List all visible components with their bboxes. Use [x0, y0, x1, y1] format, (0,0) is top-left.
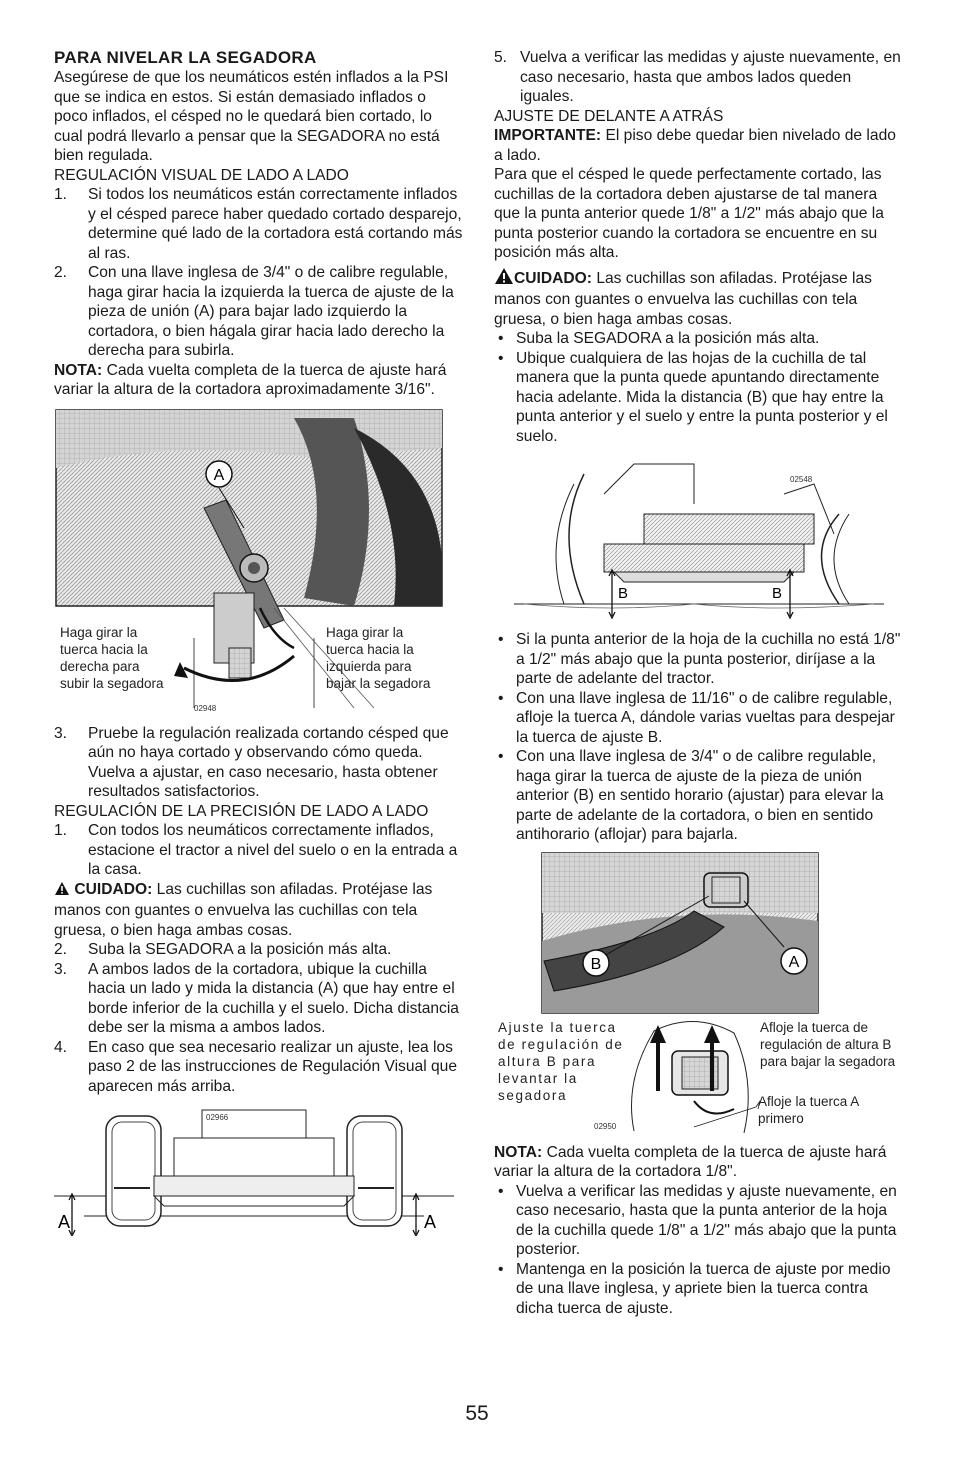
precision-steps-list [54, 940, 464, 1096]
figure-code: 02950 [594, 1121, 617, 1131]
bullets-measure [494, 329, 906, 446]
bullet-text: Si la punta anterior de la hoja de la cuchilla no está 1/8" a 1/2" más abajo que la punta posterior, diríjase a la parte de adelante del tractor. [516, 631, 901, 687]
bullet-text: Con una llave inglesa de 3/4" o de calibre regulable, haga girar la tuerca de ajuste de la pieza de unión anterior (B) en sentido horario (ajustar) para elevar la parte de adelante de la cortadora, o bien en sentido antihorario (aflojar) para bajarla. [516, 748, 884, 843]
list-item [54, 263, 464, 361]
step-text: Vuelva a verificar las medidas y ajuste nuevamente, en caso necesario, hasta que ambos lados queden iguales. [520, 49, 901, 105]
note-paragraph [494, 1143, 906, 1182]
figure-mower-front-view [54, 1106, 454, 1236]
bullet-dot-icon: • [498, 689, 504, 707]
important-text: El piso debe quedar bien nivelado de lado a lado. [494, 127, 896, 164]
figure-illustration [494, 454, 894, 624]
step-text: Pruebe la regulación realizada cortando césped que aún no haya cortado y observando cómo queda. Vuelva a ajustar, en caso necesario, hasta obtener resultados satisfactorios. [88, 724, 449, 800]
right-column [494, 48, 906, 1318]
figure-front-adjust-nut [494, 851, 906, 1137]
bullet-dot-icon: • [498, 1182, 504, 1200]
visual-steps-list [54, 185, 464, 361]
list-item [494, 747, 906, 845]
step-number: 4. [54, 1038, 68, 1056]
bullet-text: Con una llave inglesa de 11/16" o de calibre regulable, afloje la tuerca A, dándole varias vueltas para despejar la tuerca de ajuste B. [516, 689, 895, 746]
left-column [54, 48, 464, 1242]
page-number: 55 [465, 1402, 489, 1425]
list-item [494, 48, 906, 107]
callout-label-a: A [213, 466, 225, 484]
figure-blade-side-view [494, 454, 894, 624]
note-paragraph [54, 361, 464, 400]
note-label: NOTA: [54, 361, 103, 379]
heading-visual-adjust: REGULACIÓN VISUAL DE LADO A LADO [54, 166, 349, 184]
dimension-label-a-left: A [58, 1212, 71, 1232]
bullet-dot-icon: • [498, 1260, 504, 1278]
figure-code: 02966 [206, 1113, 229, 1122]
bullet-dot-icon: • [498, 330, 504, 347]
important-paragraph [494, 126, 906, 165]
bullet-text: Suba la SEGADORA a la posición más alta. [516, 330, 820, 347]
step3-list [54, 724, 464, 802]
list-item [494, 329, 906, 349]
bullets-final [494, 1182, 906, 1319]
heading-front-to-back: AJUSTE DE DELANTE A ATRÁS [494, 107, 724, 125]
step-text: En caso que sea necesario realizar un ajuste, lea los paso 2 de las instrucciones de Regulación Visual que aparecen más arriba. [88, 1038, 458, 1095]
caption-tighten-nut: Ajuste la tuerca de regulación de altura B para levantar la segadora [498, 1019, 624, 1103]
figure-code: 02548 [790, 475, 813, 484]
step-number: 2. [54, 264, 68, 281]
heading-precision-adjust: REGULACIÓN DE LA PRECISIÓN DE LADO A LADO [54, 802, 429, 820]
step-text: Si todos los neumáticos están correctamente inflados y el césped parece haber quedado cortado desparejo, determine qué lado de la cortadora está cortando más al ras. [88, 186, 463, 262]
caption-turn-right: Haga girar la tuerca hacia la derecha para subir la segadora [60, 624, 164, 691]
step-number: 2. [54, 941, 68, 958]
figure-side-adjust-nut [54, 408, 454, 718]
list-item [54, 724, 464, 802]
bullet-dot-icon: • [498, 349, 504, 367]
warning-triangle-icon [54, 881, 70, 902]
bullet-dot-icon: • [498, 631, 504, 648]
step-number: 1. [54, 186, 68, 203]
caution-label: CUIDADO: [514, 269, 592, 287]
step-text: Suba la SEGADORA a la posición más alta. [88, 941, 392, 958]
caution-paragraph [494, 267, 906, 330]
note-label: NOTA: [494, 1143, 543, 1161]
list-item [494, 349, 906, 447]
step-number: 3. [54, 724, 68, 742]
list-item [494, 1260, 906, 1319]
step-text: Con una llave inglesa de 3/4" o de calibre regulable, haga girar hacia la izquierda la tuerca de ajuste de la pieza de unión (A) para bajar lado izquierdo la cortadora, o bien hágala girar hacia lado derecho la derecha para subirla. [88, 264, 454, 359]
precision-step1-list [54, 821, 464, 880]
step5-list [494, 48, 906, 107]
list-item [54, 940, 464, 960]
list-item [494, 630, 906, 689]
bullet-text: Ubique cualquiera de las hojas de la cuchilla de tal manera que la punta quede apuntando directamente hacia adelante. Mida la distancia (B) que hay entre la punta anterior y el suelo y entre la punta posterior y el suelo. [516, 349, 888, 445]
note-text: Cada vuelta completa de la tuerca de ajuste hará variar la altura de la cortadora aproximadamente 3/16". [54, 361, 447, 398]
section-title: PARA NIVELAR LA SEGADORA [54, 48, 317, 67]
step-text: Con todos los neumáticos correctamente inflados, estacione el tractor a nivel del suelo o en la entrada a la casa. [88, 822, 458, 878]
note-text: Cada vuelta completa de la tuerca de ajuste hará variar la altura de la cortadora 1/8". [494, 1143, 887, 1180]
step-number: 3. [54, 960, 68, 978]
list-item [54, 960, 464, 1038]
figure-illustration [54, 1106, 454, 1236]
caution-paragraph [54, 880, 464, 941]
list-item [54, 185, 464, 263]
list-item [494, 689, 906, 748]
bullet-text: Mantenga en la posición la tuerca de ajuste por medio de una llave inglesa, y apriete bien la tuerca contra dicha tuerca de ajuste. [516, 1260, 891, 1317]
caution-text: Las cuchillas son afiladas. Protéjase las manos con guantes o envuelva las cuchillas con tela gruesa, o bien haga ambas cosas. [494, 269, 872, 328]
dimension-label-b-left: B [618, 585, 629, 602]
bullets-adjust [494, 630, 906, 845]
intro-paragraph: Asegúrese de que los neumáticos estén inflados a la PSI que se indica en estos. Si están demasiado inflados o poco inflados, el césped no le quedará bien cortado, lo cual podrá llevarlo a pensar que la SEGADORA no está bien regulada. [54, 69, 449, 164]
bullet-text: Vuelva a verificar las medidas y ajuste nuevamente, en caso necesario, hasta que la punta anterior de la hoja de la cuchilla quede 1/8" a 1/2" más abajo que la punta posterior. [516, 1182, 897, 1258]
caution-text: Las cuchillas son afiladas. Protéjase las manos con guantes o envuelva las cuchillas con tela gruesa, o bien haga ambas cosas. [54, 880, 433, 939]
caution-label: CUIDADO: [74, 880, 153, 898]
step-number: 5. [494, 49, 508, 66]
callout-label-a: A [788, 953, 800, 971]
caption-loosen-nut-a-first: Afloje la tuerca A primero [758, 1093, 859, 1126]
warning-triangle-icon [494, 267, 514, 291]
list-item [54, 1038, 464, 1097]
blade-tip-paragraph: Para que el césped le quede perfectamente cortado, las cuchillas de la cortadora deben ajustarse de tal manera que la punta anterior quede 1/8" a 1/2" más abajo que la punta posterior cuando la cortadora se encuentre en su posición más alta. [494, 166, 884, 261]
callout-label-b: B [590, 955, 602, 973]
figure-code: 02948 [194, 703, 217, 713]
step-text: A ambos lados de la cortadora, ubique la cuchilla hacia un lado y mida la distancia (A) que hay entre el borde inferior de la cuchilla y el suelo. Dicha distancia debe ser la misma a ambos lados. [88, 960, 459, 1036]
bullet-dot-icon: • [498, 748, 504, 765]
caption-loosen-nut: Afloje la tuerca de regulación de altura B para bajar la segadora [760, 1019, 896, 1069]
caption-turn-left: Haga girar la tuerca hacia la izquierda para bajar la segadora [326, 624, 431, 691]
dimension-label-b-right: B [772, 585, 783, 602]
list-item [494, 1182, 906, 1260]
list-item [54, 821, 464, 880]
important-label: IMPORTANTE: [494, 127, 602, 144]
step-number: 1. [54, 822, 68, 839]
dimension-label-a-right: A [424, 1212, 437, 1232]
